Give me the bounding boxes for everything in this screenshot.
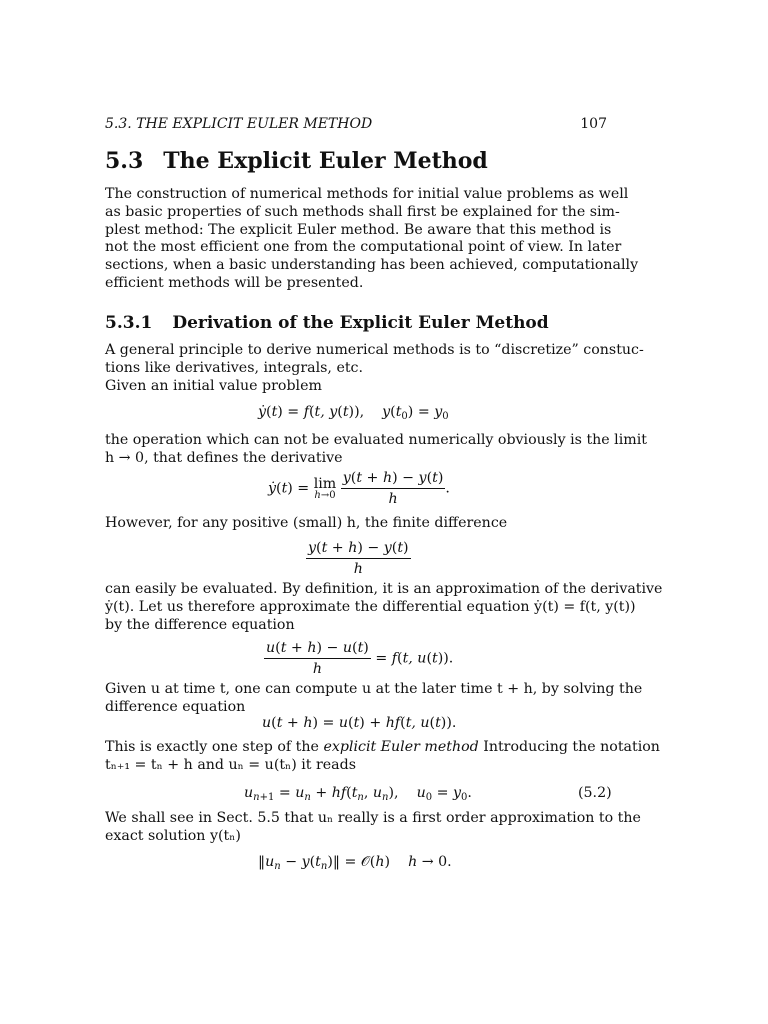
- text-line: Given an initial value problem: [105, 377, 322, 394]
- text-line: efficient methods will be presented.: [105, 274, 364, 291]
- paragraph-limit: [105, 432, 647, 468]
- text-line: Given u at time t, one can compute u at the later time t + h, by solving the: [105, 681, 643, 697]
- equation-error-bound: $‖u_n$ − $y(t_n)‖$ = 𝒪(h) h → 0.: [258, 854, 452, 872]
- equation-derivative: ẏ(t) = lim h→0 $\frac{y(t + h) - y(t)}{h}$ .: [268, 470, 450, 507]
- text-line: exact solution y(tₙ): [105, 827, 241, 844]
- emphasis-explicit-euler: explicit Euler method: [323, 739, 479, 755]
- paragraph-approximation: [105, 581, 663, 634]
- text-line: sections, when a basic understanding has been achieved, computationally: [105, 257, 639, 274]
- equation-ivp: ẏ(t) = f(t, y(t)), $y(t_0) = y_0$: [258, 404, 449, 422]
- text-line: The construction of numerical methods for initial value problems as well: [105, 186, 629, 202]
- section-title: The Explicit Euler Method: [163, 148, 488, 174]
- paragraph-first-order: [105, 810, 641, 846]
- text-line: plest method: The explicit Euler method. Be aware that this method is: [105, 221, 612, 238]
- equation-finite-difference: $\frac{y(t + h) - y(t)}{h}$: [308, 540, 409, 577]
- text-line: A general principle to derive numerical methods is to “discretize” constuc-: [105, 342, 644, 358]
- paragraph-euler-step: [105, 739, 660, 775]
- text-line: tₙ₊₁ = tₙ + h and uₙ = u(tₙ) it reads: [105, 756, 356, 773]
- page-number: 107: [580, 116, 607, 132]
- text-line: by the difference equation: [105, 616, 295, 633]
- text-line: as basic properties of such methods shall first be explained for the sim-: [105, 203, 620, 220]
- subsection-title: Derivation of the Explicit Euler Method: [172, 313, 549, 333]
- text-line: difference equation: [105, 698, 246, 715]
- text-line: not the most efficient one from the computational point of view. In later: [105, 239, 622, 256]
- text-fragment: Introducing the notation: [478, 739, 660, 755]
- text-line: However, for any positive (small) h, the finite difference: [105, 515, 508, 531]
- equation-number: (5.2): [578, 785, 612, 801]
- running-head: [105, 116, 607, 132]
- intro-paragraph: [105, 186, 639, 293]
- text-line: [105, 739, 660, 757]
- text-fragment: This is exactly one step of the: [105, 739, 324, 755]
- text-line: tions like derivatives, integrals, etc.: [105, 359, 363, 376]
- subsection-number: 5.3.1: [105, 313, 153, 333]
- section-number: 5.3: [105, 148, 144, 174]
- paragraph-finite-diff: [105, 515, 607, 533]
- text-line: the operation which can not be evaluated numerically obviously is the limit: [105, 432, 647, 448]
- subsection-heading: [105, 313, 549, 333]
- paragraph-given-u: [105, 681, 643, 717]
- paragraph-principle: [105, 342, 644, 395]
- text-line: h → 0, that defines the derivative: [105, 449, 343, 466]
- equation-5-2: $u_{n+1} = u_n + hf(t_n$, $u_n$), $u_0 = y_0$.: [244, 785, 472, 803]
- equation-difference: $\frac{u(t + h) - u(t)}{h}$ = f(t, u(t)).: [266, 640, 454, 677]
- equation-step: u(t + h) = u(t) + hf(t, u(t)).: [262, 715, 457, 731]
- section-heading: [105, 148, 488, 174]
- running-head-section: 5.3. THE EXPLICIT EULER METHOD: [105, 116, 373, 132]
- text-line: ẏ(t). Let us therefore approximate the differential equation ẏ(t) = f(t, y(t)): [105, 598, 636, 615]
- text-line: can easily be evaluated. By definition, it is an approximation of the derivative: [105, 581, 663, 597]
- text-line: We shall see in Sect. 5.5 that uₙ really is a first order approximation to the: [105, 810, 641, 826]
